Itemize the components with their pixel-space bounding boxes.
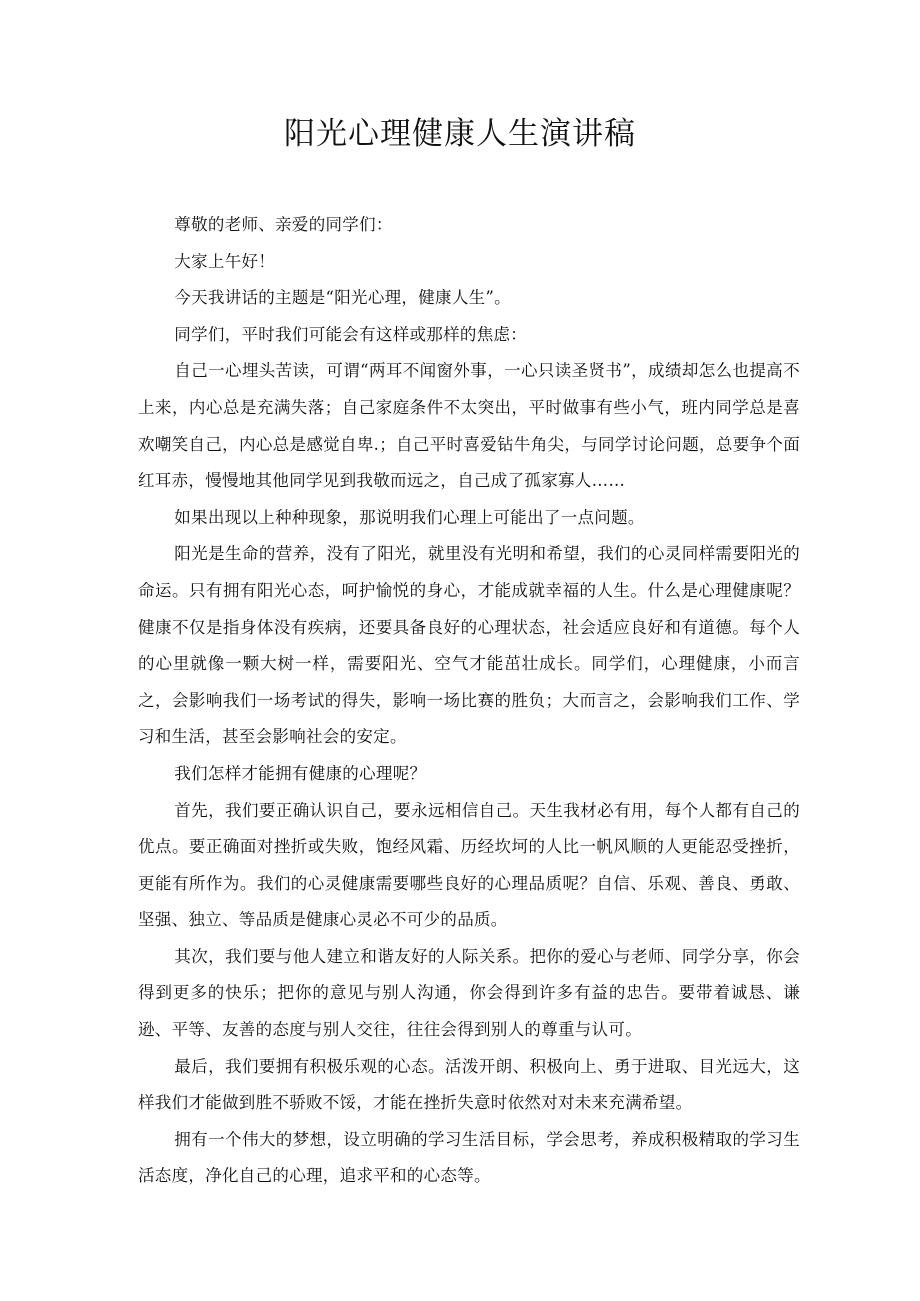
paragraph-dream: 拥有一个伟大的梦想，设立明确的学习生活目标，学会思考，养成积极精取的学习生活态度，净化自己的心理，追求平和的心态等。	[138, 1129, 800, 1186]
paragraph-second: 其次，我们要与他人建立和谐友好的人际关系。把你的爱心与老师、同学分享，你会得到更多的快乐；把你的意见与别人沟通，你会得到许多有益的忠告。要带着诚恳、谦逊、平等、友善的态度与别人交往，往往会得到别人的尊重与认可。	[138, 946, 800, 1040]
paragraph-question: 我们怎样才能拥有健康的心理呢？	[174, 763, 427, 783]
paragraph-anxiety-intro: 同学们，平时我们可能会有这样或那样的焦虑：	[174, 324, 528, 344]
paragraph-sunshine: 阳光是生命的营养，没有了阳光，就里没有光明和希望，我们的心灵同样需要阳光的命运。只有拥有阳光心态，呵护愉悦的身心，才能成就幸福的人生。什么是心理健康呢？健康不仅是指身体没有疾病，还要具备良好的心理状态，社会适应良好和有道德。每个人的心里就像一颗大树一样，需要阳光、空气才能茁壮成长。同学们，心理健康，小而言之，会影响我们一场考试的得失，影响一场比赛的胜负；大而言之，会影响我们工作、学习和生活，甚至会影响社会的安定。	[138, 544, 800, 747]
paragraph-greeting: 尊敬的老师、亲爱的同学们：	[174, 215, 393, 234]
document-title: 阳光心理健康人生演讲稿	[284, 116, 636, 152]
paragraph-last: 最后，我们要拥有积极乐观的心态。活泼开朗、积极向上、勇于进取、目光远大，这样我们才能做到胜不骄败不馁，才能在挫折失意时依然对对未来充满希望。	[138, 1056, 800, 1113]
paragraph-anxiety-examples: 自己一心埋头苦读，可谓“两耳不闻窗外事，一心只读圣贤书”，成绩却怎么也提高不上来，内心总是充满失落；自己家庭条件不太突出，平时做事有些小气，班内同学总是喜欢嘲笑自己，内心总是感觉自卑.；自己平时喜爱钻牛角尖，与同学讨论问题，总要争个面红耳赤，慢慢地其他同学见到我敬而远之，自己成了孤家寡人……	[138, 361, 800, 491]
paragraph-topic: 今天我讲话的主题是“阳光心理，健康人生”。	[174, 288, 511, 308]
paragraph-good-morning: 大家上午好！	[174, 251, 276, 271]
document-body	[138, 207, 800, 1195]
paragraph-first: 首先，我们要正确认识自己，要永远相信自己。天生我材必有用，每个人都有自己的优点。要正确面对挫折或失败，饱经风霜、历经坎坷的人比一帆风顺的人更能忍受挫折，更能有所作为。我们的心灵健康需要哪些良好的心理品质呢？自信、乐观、善良、勇敢、坚强、独立、等品质是健康心灵必不可少的品质。	[138, 800, 800, 930]
paragraph-problem: 如果出现以上种种现象，那说明我们心理上可能出了一点问题。	[174, 507, 645, 527]
